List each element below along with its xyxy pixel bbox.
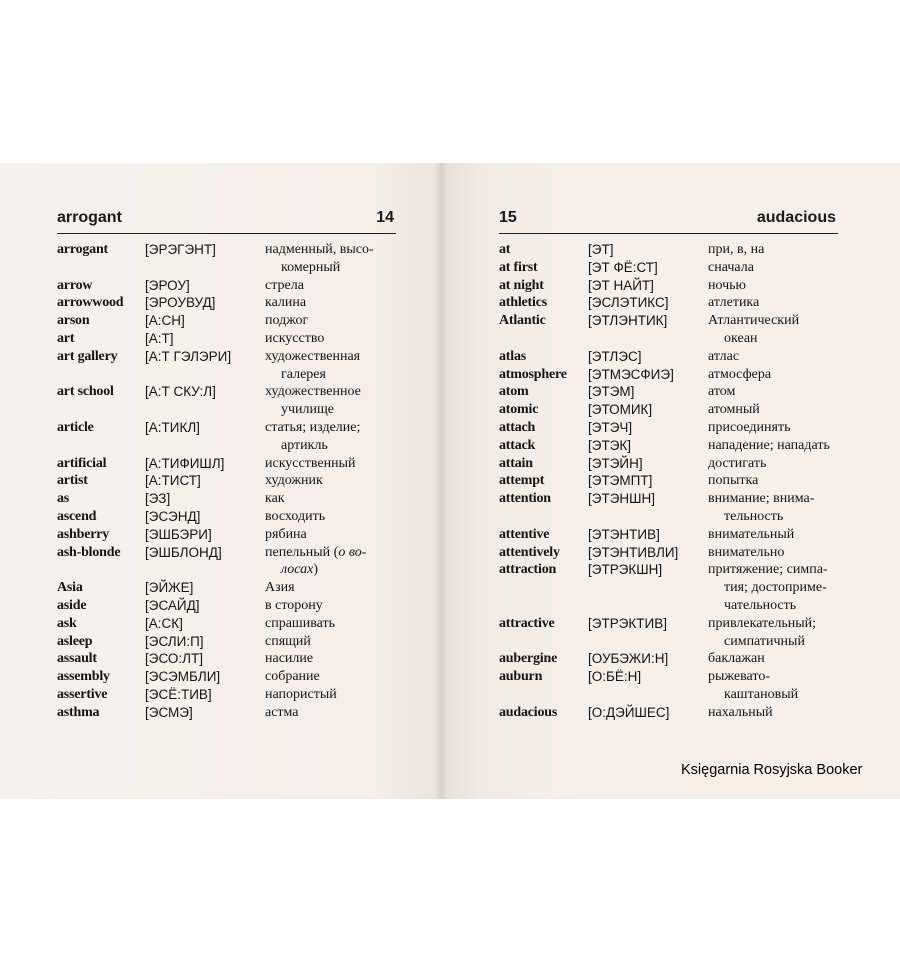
translation-text: как	[265, 491, 285, 507]
translation-text: искусство	[265, 330, 325, 346]
entry-translation	[708, 455, 889, 473]
translation-text: симпатичный	[724, 633, 805, 649]
translation-text: художественная	[265, 348, 361, 364]
translation-line	[708, 704, 889, 722]
translation-text: калина	[265, 295, 307, 311]
translation-text: океан	[724, 330, 758, 346]
translation-text: насилие	[265, 651, 314, 667]
entry-pronunciation: [ЭТЭЧ]	[588, 419, 633, 435]
entry-pronunciation: [ЭСЭНД]	[145, 508, 201, 524]
translation-text: напористый	[265, 686, 337, 702]
dictionary-entry	[499, 704, 889, 722]
translation-text: попытка	[708, 473, 759, 489]
entry-translation	[708, 490, 889, 526]
entry-translation	[265, 508, 397, 526]
translation-text: нахальный	[708, 704, 773, 720]
translation-line	[265, 633, 397, 651]
entry-pronunciation: [ЭСЛИ:П]	[145, 633, 204, 649]
translation-line	[708, 259, 889, 277]
entry-pronunciation: [О:БЁ:Н]	[588, 669, 642, 685]
translation-text: собрание	[265, 669, 320, 685]
translation-text: поджог	[265, 313, 309, 329]
dictionary-entry	[57, 686, 397, 704]
translation-line	[265, 615, 397, 633]
entry-pronunciation: [ЭТЭНТИВ]	[588, 526, 660, 542]
entry-headword: ashberry	[57, 526, 110, 542]
entry-pronunciation: [ЭТ ФЁ:СТ]	[588, 259, 658, 275]
translation-line	[265, 668, 397, 686]
entry-translation	[708, 259, 889, 277]
entry-headword: assembly	[57, 669, 110, 685]
entry-translation	[265, 615, 397, 633]
dictionary-entry	[57, 597, 397, 615]
translation-text: нападение; нападать	[708, 437, 830, 453]
translation-text: привлекательный;	[708, 615, 817, 631]
entry-pronunciation: [ЭТЭЙН]	[588, 455, 643, 471]
entry-headword: attractive	[499, 615, 555, 631]
dictionary-entry	[499, 437, 889, 455]
entry-pronunciation: [ЭТРЭКТИВ]	[588, 615, 667, 631]
translation-text: артикль	[281, 437, 328, 453]
translation-text: художественное	[265, 384, 361, 400]
dictionary-entry	[499, 259, 889, 277]
translation-text: атмосфера	[708, 366, 772, 382]
translation-text: атом	[708, 384, 736, 400]
dictionary-entry	[57, 668, 397, 686]
entry-headword: attentively	[499, 544, 560, 560]
translation-line	[708, 366, 889, 384]
entry-pronunciation: [ЭЙЖЕ]	[145, 580, 194, 596]
entry-translation	[708, 294, 889, 312]
entry-translation	[265, 668, 397, 686]
translation-text: чательность	[724, 597, 797, 613]
left-page-header	[57, 209, 394, 231]
entry-pronunciation: [О:ДЭЙШЕС]	[588, 704, 670, 720]
translation-text: астма	[265, 704, 299, 720]
dictionary-entry	[499, 544, 889, 562]
entry-translation	[708, 561, 889, 614]
entry-translation	[265, 526, 397, 544]
entry-pronunciation: [ЭСЁ:ТИВ]	[145, 686, 212, 702]
entry-translation	[265, 579, 397, 597]
entry-headword: aside	[57, 597, 87, 613]
entry-translation	[708, 401, 889, 419]
entry-headword: article	[57, 419, 94, 435]
translation-text: стрела	[265, 277, 304, 293]
translation-line	[265, 241, 397, 259]
dictionary-entry	[57, 312, 397, 330]
dictionary-entry	[499, 561, 889, 614]
entry-pronunciation: [ЭТОМИК]	[588, 402, 653, 418]
translation-text: внимательный	[708, 526, 795, 542]
entry-headword: artificial	[57, 455, 107, 471]
dictionary-entry	[57, 241, 397, 277]
translation-line	[265, 312, 397, 330]
entry-headword: artist	[57, 473, 88, 489]
translation-text: сначала	[708, 259, 754, 275]
translation-text: каштановый	[724, 686, 799, 702]
entry-headword: art school	[57, 384, 114, 400]
translation-text: тия; достоприме-	[724, 580, 827, 596]
entry-pronunciation: [А:ТИСТ]	[145, 473, 201, 489]
entry-translation	[265, 686, 397, 704]
entry-headword: arrowwood	[57, 295, 124, 311]
book-gutter	[436, 163, 446, 799]
entry-pronunciation: [ЭТРЭКШН]	[588, 562, 663, 578]
translation-continuation	[708, 330, 889, 348]
right-page-header	[499, 209, 836, 231]
translation-continuation	[265, 259, 397, 277]
entry-translation	[265, 383, 397, 419]
entry-translation	[708, 419, 889, 437]
translation-continuation	[708, 686, 889, 704]
entry-headword: arson	[57, 313, 90, 329]
entry-headword: atlas	[499, 348, 527, 364]
entry-pronunciation: [ОУБЭЖИ:Н]	[588, 651, 669, 667]
entry-pronunciation: [ЭТЭНШН]	[588, 491, 656, 507]
dictionary-entry	[499, 419, 889, 437]
dictionary-entry	[499, 312, 889, 348]
left-entry-list	[57, 241, 397, 722]
translation-line	[708, 544, 889, 562]
entry-translation	[265, 650, 397, 668]
right-entry-list	[499, 241, 889, 722]
entry-pronunciation: [ЭТ НАЙТ]	[588, 277, 654, 293]
translation-line	[265, 348, 397, 366]
translation-line	[708, 241, 889, 259]
entry-headword: ascend	[57, 508, 97, 524]
entry-pronunciation: [А:Т СКУ:Л]	[145, 384, 216, 400]
entry-headword: attach	[499, 419, 536, 435]
dictionary-entry	[499, 348, 889, 366]
translation-line	[708, 650, 889, 668]
translation-line	[708, 401, 889, 419]
translation-text: Атлантический	[708, 313, 800, 329]
entry-headword: ask	[57, 615, 77, 631]
translation-text: рябина	[265, 526, 307, 542]
dictionary-entry	[499, 668, 889, 704]
translation-line	[265, 490, 397, 508]
translation-line	[265, 383, 397, 401]
translation-text: в сторону	[265, 597, 323, 613]
entry-pronunciation: [ЭТ]	[588, 242, 614, 257]
right-header-rule	[499, 233, 838, 234]
entry-pronunciation: [ЭРОУВУД]	[145, 295, 216, 311]
translation-line	[708, 615, 889, 633]
entry-headword: aubergine	[499, 651, 558, 667]
entry-pronunciation: [ЭТЭМПТ]	[588, 473, 653, 489]
entry-headword: attain	[499, 455, 533, 471]
translation-line	[708, 277, 889, 295]
translation-text: тельность	[724, 508, 784, 524]
translation-text: комерный	[281, 259, 341, 275]
entry-translation	[708, 437, 889, 455]
entry-pronunciation: [ЭТЭК]	[588, 437, 632, 453]
entry-pronunciation: [А:СН]	[145, 313, 185, 329]
entry-pronunciation: [ЭРОУ]	[145, 277, 190, 293]
entry-translation	[265, 544, 397, 580]
translation-line	[708, 668, 889, 686]
translation-line	[265, 544, 397, 562]
dictionary-entry	[499, 401, 889, 419]
entry-pronunciation: [ЭСАЙД]	[145, 597, 200, 613]
translation-continuation	[708, 508, 889, 526]
right-page-number: 15	[499, 209, 517, 226]
translation-line	[265, 579, 397, 597]
dictionary-entry	[57, 294, 397, 312]
entry-translation	[708, 241, 889, 259]
entry-translation	[708, 383, 889, 401]
entry-translation	[708, 312, 889, 348]
dictionary-entry	[57, 277, 397, 295]
dictionary-entry	[499, 277, 889, 295]
entry-translation	[265, 348, 397, 384]
entry-translation	[265, 277, 397, 295]
dictionary-entry	[57, 579, 397, 597]
dictionary-entry	[499, 383, 889, 401]
translation-text: искусственный	[265, 455, 356, 471]
entry-headword: art	[57, 330, 75, 346]
dictionary-entry	[499, 241, 889, 259]
entry-translation	[708, 366, 889, 384]
entry-headword: Atlantic	[499, 313, 546, 329]
entry-translation	[265, 312, 397, 330]
translation-text: атомный	[708, 402, 760, 418]
entry-headword: ash-blonde	[57, 544, 121, 560]
entry-headword: asleep	[57, 633, 93, 649]
entry-translation	[708, 472, 889, 490]
entry-pronunciation: [ЭСЛЭТИКС]	[588, 295, 669, 311]
entry-translation	[708, 704, 889, 722]
dictionary-entry	[57, 383, 397, 419]
translation-text: восходить	[265, 508, 326, 524]
entry-headword: assault	[57, 651, 97, 667]
entry-pronunciation: [ЭШБЭРИ]	[145, 526, 212, 542]
translation-continuation	[708, 579, 889, 597]
entry-translation	[708, 348, 889, 366]
translation-text: спрашивать	[265, 615, 335, 631]
entry-headword: Asia	[57, 580, 83, 596]
entry-pronunciation: [ЭСМЭ]	[145, 704, 193, 720]
entry-translation	[265, 472, 397, 490]
entry-translation	[708, 526, 889, 544]
dictionary-entry	[57, 330, 397, 348]
translation-text: достигать	[708, 455, 767, 471]
translation-text: внимательно	[708, 544, 785, 560]
dictionary-entry	[57, 633, 397, 651]
entry-headword: as	[57, 491, 70, 507]
translation-line	[708, 383, 889, 401]
dictionary-entry	[499, 490, 889, 526]
entry-translation	[708, 277, 889, 295]
translation-continuation	[265, 561, 397, 579]
entry-pronunciation: [ЭРЭГЭНТ]	[145, 242, 216, 257]
entry-pronunciation: [А:СК]	[145, 615, 183, 631]
translation-line	[265, 704, 397, 722]
entry-headword: attention	[499, 491, 551, 507]
translation-line	[708, 348, 889, 366]
translation-line	[265, 686, 397, 704]
dictionary-entry	[57, 455, 397, 473]
dictionary-entry	[57, 348, 397, 384]
dictionary-entry	[499, 615, 889, 651]
entry-headword: attack	[499, 437, 536, 453]
dictionary-entry	[57, 615, 397, 633]
entry-translation	[708, 668, 889, 704]
translation-text: внимание; внима-	[708, 491, 815, 507]
entry-pronunciation: [ЭТЭМ]	[588, 384, 635, 400]
translation-text: галерея	[281, 366, 326, 382]
left-header-rule	[57, 233, 396, 234]
entry-pronunciation: [ЭТМЭСФИЭ]	[588, 366, 674, 382]
translation-text: притяжение; симпа-	[708, 562, 828, 578]
dictionary-entry	[57, 544, 397, 580]
translation-line	[708, 472, 889, 490]
translation-line	[265, 597, 397, 615]
dictionary-entry	[57, 650, 397, 668]
entry-pronunciation: [ЭТЛЭС]	[588, 348, 642, 364]
dictionary-entry	[57, 472, 397, 490]
left-header-word: arrogant	[57, 209, 122, 226]
entry-pronunciation: [ЭШБЛОНД]	[145, 544, 222, 560]
entry-headword: at first	[499, 259, 538, 275]
translation-text: Азия	[265, 580, 295, 596]
left-page-number: 14	[376, 209, 394, 226]
entry-headword: athletics	[499, 295, 547, 311]
translation-text: надменный, высо-	[265, 242, 374, 257]
translation-line	[265, 526, 397, 544]
dictionary-entry	[499, 650, 889, 668]
translation-line	[708, 437, 889, 455]
translation-line	[708, 455, 889, 473]
entry-headword: at night	[499, 277, 544, 293]
entry-translation	[265, 241, 397, 277]
translation-text: атлетика	[708, 295, 760, 311]
translation-continuation	[265, 366, 397, 384]
entry-headword: attraction	[499, 562, 557, 578]
dictionary-entry	[57, 526, 397, 544]
dictionary-entry	[499, 472, 889, 490]
translation-line	[708, 526, 889, 544]
translation-text: рыжевато-	[708, 669, 770, 685]
translation-text: статья; изделие;	[265, 419, 361, 435]
entry-translation	[708, 544, 889, 562]
dictionary-entry	[499, 455, 889, 473]
entry-headword: atomic	[499, 402, 539, 418]
translation-continuation	[265, 437, 397, 455]
book-spread	[0, 163, 900, 799]
entry-pronunciation: [ЭТЛЭНТИК]	[588, 313, 668, 329]
translation-text: атлас	[708, 348, 740, 364]
translation-text: художник	[265, 473, 323, 489]
entry-translation	[265, 419, 397, 455]
dictionary-entry	[57, 508, 397, 526]
entry-translation	[265, 455, 397, 473]
dictionary-entry	[57, 419, 397, 455]
translation-line	[265, 455, 397, 473]
translation-line	[708, 294, 889, 312]
dictionary-entry	[57, 704, 397, 722]
left-page	[0, 163, 442, 799]
entry-headword: arrogant	[57, 242, 109, 257]
translation-text: ночью	[708, 277, 747, 293]
entry-translation	[265, 490, 397, 508]
translation-line	[265, 650, 397, 668]
entry-translation	[265, 633, 397, 651]
dictionary-entry	[57, 490, 397, 508]
translation-line	[708, 490, 889, 508]
entry-headword: asthma	[57, 704, 100, 720]
entry-headword: atom	[499, 384, 529, 400]
translation-continuation	[708, 597, 889, 615]
entry-pronunciation: [ЭЗ]	[145, 491, 171, 507]
entry-pronunciation: [ЭСО:ЛТ]	[145, 651, 204, 667]
dictionary-entry	[499, 294, 889, 312]
entry-translation	[708, 650, 889, 668]
translation-italic-note: о во-	[338, 544, 367, 560]
translation-line	[708, 312, 889, 330]
entry-pronunciation: [ЭСЭМБЛИ]	[145, 669, 221, 685]
entry-headword: art gallery	[57, 348, 118, 364]
entry-headword: audacious	[499, 704, 558, 720]
translation-continuation	[265, 401, 397, 419]
entry-pronunciation: [ЭТЭНТИВЛИ]	[588, 544, 679, 560]
translation-text: )	[313, 562, 319, 578]
translation-line	[265, 277, 397, 295]
entry-headword: auburn	[499, 669, 543, 685]
translation-line	[265, 294, 397, 312]
translation-continuation	[708, 633, 889, 651]
entry-pronunciation: [А:ТИКЛ]	[145, 419, 200, 435]
translation-text: присоединять	[708, 419, 791, 435]
translation-italic-note: лосах	[281, 562, 314, 578]
entry-headword: atmosphere	[499, 366, 567, 382]
translation-line	[265, 472, 397, 490]
entry-headword: assertive	[57, 686, 108, 702]
translation-line	[265, 330, 397, 348]
entry-headword: at	[499, 242, 511, 257]
translation-text: баклажан	[708, 651, 765, 667]
dictionary-entry	[499, 526, 889, 544]
watermark: Księgarnia Rosyjska Booker	[681, 762, 863, 778]
right-header-word: audacious	[756, 209, 836, 226]
entry-translation	[265, 330, 397, 348]
entry-pronunciation: [А:ТИФИШЛ]	[145, 455, 225, 471]
translation-text: пепельный (	[265, 544, 339, 560]
translation-line	[265, 508, 397, 526]
translation-text: спящий	[265, 633, 311, 649]
entry-pronunciation: [А:Т]	[145, 330, 174, 346]
entry-pronunciation: [А:Т ГЭЛЭРИ]	[145, 348, 232, 364]
translation-line	[708, 419, 889, 437]
entry-translation	[265, 294, 397, 312]
entry-translation	[708, 615, 889, 651]
entry-headword: attempt	[499, 473, 545, 489]
translation-text: при, в, на	[708, 242, 765, 257]
entry-translation	[265, 704, 397, 722]
translation-line	[708, 561, 889, 579]
right-page	[442, 163, 900, 799]
translation-line	[265, 419, 397, 437]
dictionary-entry	[499, 366, 889, 384]
entry-headword: arrow	[57, 277, 93, 293]
entry-translation	[265, 597, 397, 615]
entry-headword: attentive	[499, 526, 550, 542]
translation-text: училище	[281, 402, 335, 418]
